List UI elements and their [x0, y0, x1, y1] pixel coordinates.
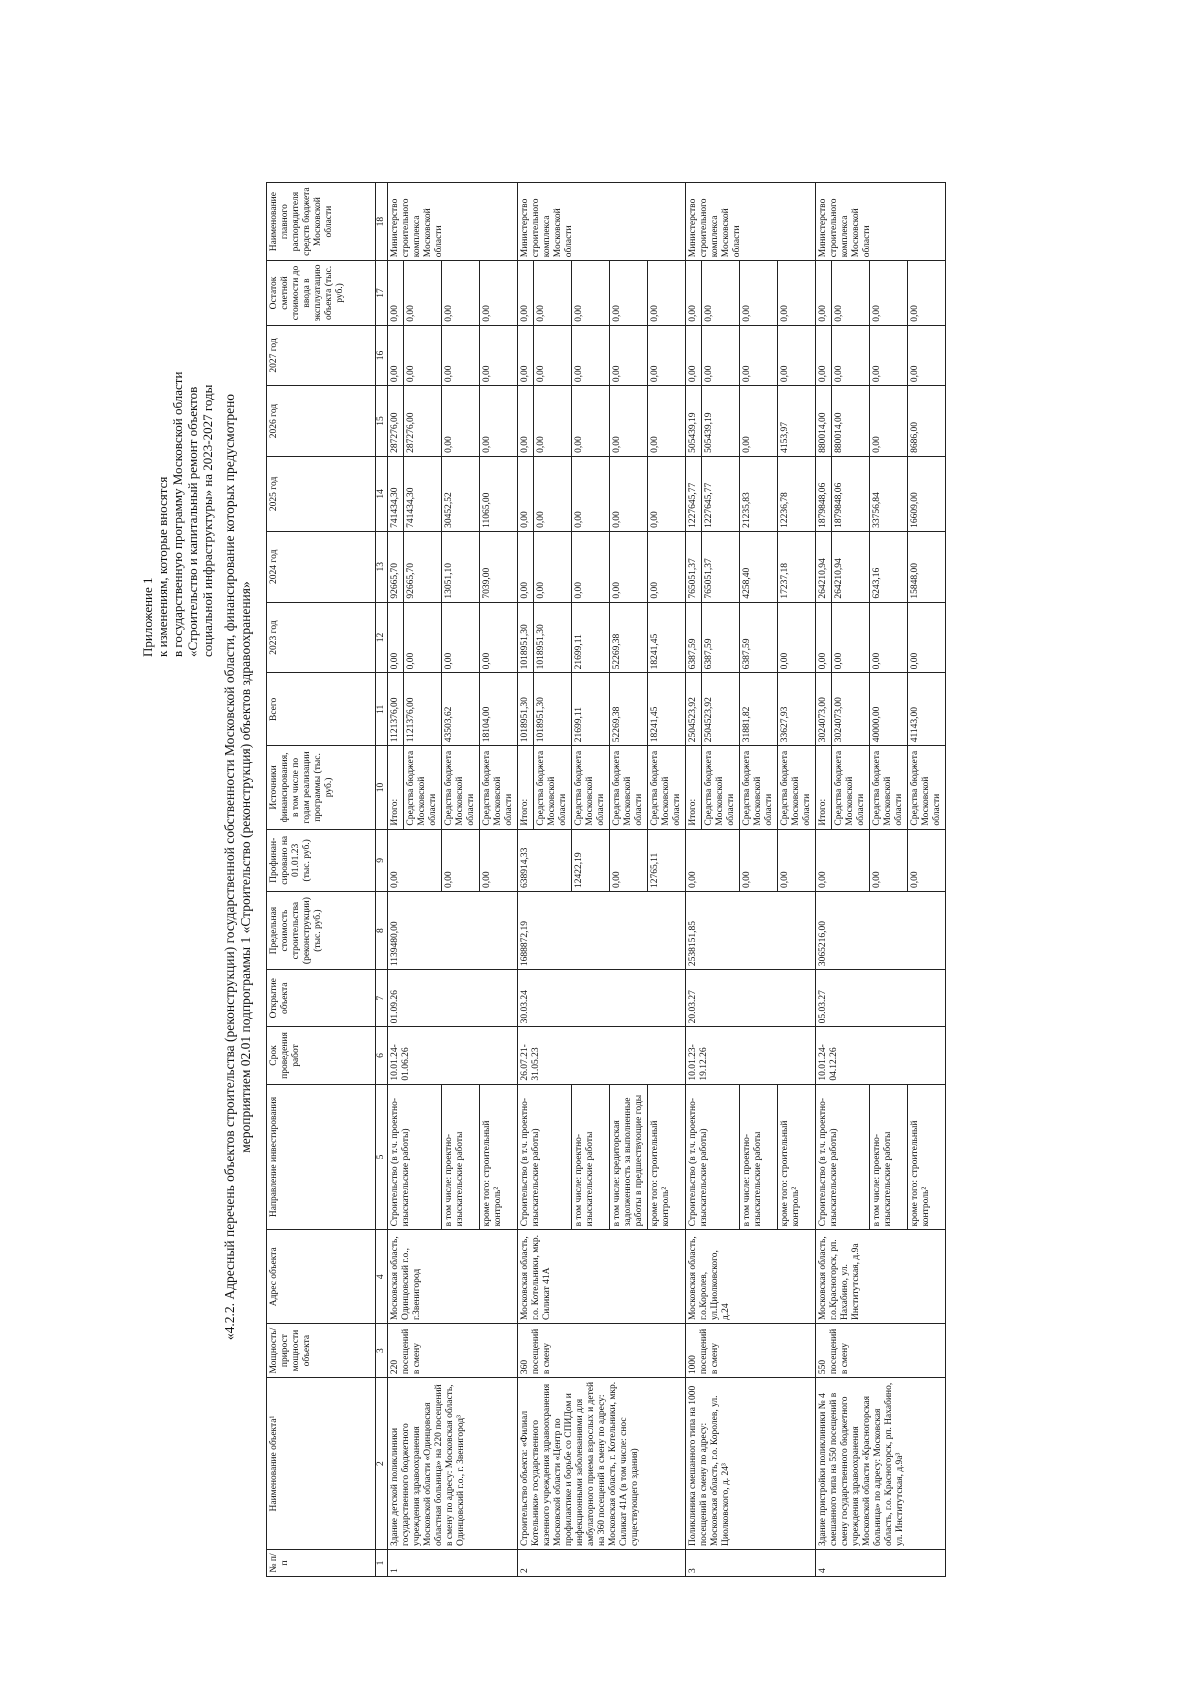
amount-2026: 0,00 — [648, 386, 686, 457]
column-header: Источники финансирования, в том числе по годам реализации программы (тыс. руб.) — [267, 746, 376, 829]
object-opening: 01.09.26 — [388, 970, 518, 1027]
amount-2024: 0,00 — [534, 531, 572, 602]
work-period: 10.01.24- 01.06.26 — [388, 1027, 518, 1084]
amount-2024: 15848,00 — [908, 531, 946, 602]
remaining-cost: 0,00 — [778, 261, 816, 326]
object-name: Поликлиника смешанного типа на 1000 посещений в смену по адресу: Московская область, г.о. Королев, ул. Циолковского, д. 24³ — [686, 1378, 816, 1550]
work-period: 26.07.21- 31.05.23 — [518, 1027, 686, 1084]
object-opening: 05.03.27 — [816, 970, 946, 1027]
investment-direction: Строительство (в т.ч. проектно-изыскательские работы) — [518, 1084, 572, 1230]
funding-source: Средства бюджета Московской области — [648, 746, 686, 829]
object-number: 2 — [518, 1549, 686, 1576]
object-name: Здание детской поликлиники государственного бюджетного учреждения здравоохранения Московской области «Одинцовская областная больница» на 220 посещений в смену по адресу: Московская область, Одинцовский г.о., г. Звенигород³ — [388, 1378, 518, 1550]
amount-2024: 4258,40 — [740, 531, 778, 602]
column-number: 5 — [376, 1084, 388, 1230]
amount-2023: 52269,38 — [610, 602, 648, 673]
column-number: 1 — [376, 1549, 388, 1576]
amount-2024: 765051,37 — [686, 531, 702, 602]
amount-total: 1121376,00 — [404, 673, 442, 746]
funding-source: Средства бюджета Московской области — [480, 746, 518, 829]
amount-2023: 6387,59 — [740, 602, 778, 673]
object-number: 3 — [686, 1549, 816, 1576]
investment-direction: Строительство (в т.ч. проектно-изыскательские работы) — [816, 1084, 870, 1230]
amount-2025: 30452,52 — [442, 456, 480, 531]
column-number: 10 — [376, 746, 388, 829]
remaining-cost: 0,00 — [702, 261, 740, 326]
object-number: 4 — [816, 1549, 946, 1576]
title-line: мероприятием 02.01 подпрограммы 1 «Строительство (реконструкция) объектов здравоохранения» — [238, 581, 253, 1153]
amount-2026: 0,00 — [518, 386, 534, 457]
table-body — [376, 183, 946, 1577]
column-header: 2027 год — [267, 325, 376, 385]
amount-2023: 0,00 — [480, 602, 518, 673]
amount-2025: 12236,78 — [778, 456, 816, 531]
appendix-line: в государственную программу Московской области — [170, 371, 185, 657]
amount-total: 18241,45 — [648, 673, 686, 746]
amount-2027: 0,00 — [778, 325, 816, 385]
amount-2023: 1018951,30 — [518, 602, 534, 673]
column-header: 2025 год — [267, 456, 376, 531]
amount-2027: 0,00 — [480, 325, 518, 385]
appendix-line: социальной инфраструктуры» на 2023-2027 годы — [200, 384, 215, 657]
column-header: Наименование главного распорядителя средств бюджета Московской области — [267, 183, 376, 261]
funding-source: Итого: — [518, 746, 534, 829]
object-opening: 20.03.27 — [686, 970, 816, 1027]
amount-2023: 18241,45 — [648, 602, 686, 673]
column-header: Остаток сметной стоимости до ввода в эксплуатацию объекта (тыс. руб.) — [267, 261, 376, 326]
column-number: 14 — [376, 456, 388, 531]
column-number: 17 — [376, 261, 388, 326]
prefinanced: 0,00 — [388, 829, 442, 891]
amount-2024: 765051,37 — [702, 531, 740, 602]
amount-2026: 287276,00 — [404, 386, 442, 457]
appendix-line: Приложение 1 — [140, 577, 155, 657]
amount-2023: 0,00 — [832, 602, 870, 673]
document-title — [222, 157, 254, 1577]
investment-direction: Строительство (в т.ч. проектно-изыскательские работы) — [686, 1084, 740, 1230]
budget-manager: Министерство строительного комплекса Московской области — [388, 183, 518, 261]
funding-source: Итого: — [816, 746, 832, 829]
amount-2025: 1227645,77 — [702, 456, 740, 531]
amount-total: 2504523,92 — [702, 673, 740, 746]
object-name: Здание пристройки поликлиники № 4 смешанного типа на 550 посещений в смену государственного бюджетного учреждения здравоохранения Московской области «Красногорская больница» по адресу: Московская область, г.о. Красногорск, рп. Нахабино, ул. Институтская, д.9а³ — [816, 1378, 946, 1550]
remaining-cost: 0,00 — [648, 261, 686, 326]
funding-source: Средства бюджета Московской области — [442, 746, 480, 829]
object-number: 1 — [388, 1549, 518, 1576]
title-line: «4.2.2. Адресный перечень объектов строительства (реконструкции) государственной собственности Московской области, финансирование которых предусмотрено — [222, 393, 237, 1341]
column-header: Срок проведения работ — [267, 1027, 376, 1084]
amount-2024: 264210,94 — [816, 531, 832, 602]
amount-total: 41143,00 — [908, 673, 946, 746]
amount-2025: 0,00 — [518, 456, 534, 531]
amount-2027: 0,00 — [610, 325, 648, 385]
amount-2026: 0,00 — [740, 386, 778, 457]
column-header: 2024 год — [267, 531, 376, 602]
amount-2025: 0,00 — [610, 456, 648, 531]
address-list-table — [266, 182, 946, 1577]
column-header: Мощность/ прирост мощности объекта — [267, 1324, 376, 1378]
amount-2027: 0,00 — [908, 325, 946, 385]
column-number: 6 — [376, 1027, 388, 1084]
amount-2026: 880014,00 — [816, 386, 832, 457]
amount-2023: 6387,59 — [702, 602, 740, 673]
appendix-line: «Строительство и капитальный ремонт объектов — [185, 386, 200, 657]
funding-source: Итого: — [686, 746, 702, 829]
limit-cost: 2538151,85 — [686, 892, 816, 970]
amount-2026: 0,00 — [572, 386, 610, 457]
object-address: Московская область, г.о.Красногорск, рп. Нахабино, ул. Институтская, д.9а — [816, 1230, 946, 1324]
column-number: 4 — [376, 1230, 388, 1324]
amount-2027: 0,00 — [648, 325, 686, 385]
object-capacity: 360 посещений в смену — [518, 1324, 686, 1378]
column-header: Предельная стоимость строительства (реконструкции) (тыс. руб.) — [267, 892, 376, 970]
column-number: 3 — [376, 1324, 388, 1378]
amount-2025: 0,00 — [572, 456, 610, 531]
remaining-cost: 0,00 — [518, 261, 534, 326]
amount-2024: 0,00 — [610, 531, 648, 602]
investment-direction: в том числе: проектно-изыскательские работы — [740, 1084, 778, 1230]
funding-source: Средства бюджета Московской области — [832, 746, 870, 829]
column-header: 2026 год — [267, 386, 376, 457]
table-row — [518, 183, 534, 1577]
amount-2027: 0,00 — [518, 325, 534, 385]
amount-2025: 1879848,06 — [832, 456, 870, 531]
amount-2024: 92665,70 — [388, 531, 404, 602]
amount-2025: 1227645,77 — [686, 456, 702, 531]
amount-2023: 6387,59 — [686, 602, 702, 673]
funding-source: Средства бюджета Московской области — [702, 746, 740, 829]
funding-source: Средства бюджета Московской области — [778, 746, 816, 829]
amount-2024: 92665,70 — [404, 531, 442, 602]
table-row — [388, 183, 404, 1577]
column-numbers-row — [376, 183, 388, 1577]
remaining-cost: 0,00 — [816, 261, 832, 326]
amount-2027: 0,00 — [404, 325, 442, 385]
amount-2023: 0,00 — [404, 602, 442, 673]
column-number: 15 — [376, 386, 388, 457]
prefinanced: 0,00 — [740, 829, 778, 891]
remaining-cost: 0,00 — [572, 261, 610, 326]
amount-total: 3024073,00 — [832, 673, 870, 746]
investment-direction: кроме того: строительный контроль² — [778, 1084, 816, 1230]
amount-2026: 0,00 — [610, 386, 648, 457]
appendix-header — [140, 57, 215, 657]
amount-2024: 13051,10 — [442, 531, 480, 602]
prefinanced: 0,00 — [480, 829, 518, 891]
object-opening: 30.03.24 — [518, 970, 686, 1027]
amount-2027: 0,00 — [572, 325, 610, 385]
column-number: 7 — [376, 970, 388, 1027]
amount-2027: 0,00 — [832, 325, 870, 385]
investment-direction: Строительство (в т.ч. проектно-изыскательские работы) — [388, 1084, 442, 1230]
column-number: 16 — [376, 325, 388, 385]
amount-2024: 264210,94 — [832, 531, 870, 602]
amount-2025: 741434,30 — [404, 456, 442, 531]
budget-manager: Министерство строительного комплекса Московской области — [518, 183, 686, 261]
funding-source: Средства бюджета Московской области — [908, 746, 946, 829]
amount-2025: 1879848,06 — [816, 456, 832, 531]
funding-source: Средства бюджета Московской области — [572, 746, 610, 829]
amount-2024: 0,00 — [648, 531, 686, 602]
funding-source: Средства бюджета Московской области — [870, 746, 908, 829]
column-header: № п/п — [267, 1549, 376, 1576]
amount-2027: 0,00 — [740, 325, 778, 385]
amount-2027: 0,00 — [686, 325, 702, 385]
funding-source: Средства бюджета Московской области — [404, 746, 442, 829]
amount-total: 33627,93 — [778, 673, 816, 746]
column-header: Профинан-сировано на 01.01.23 (тыс. руб.) — [267, 829, 376, 891]
amount-2023: 0,00 — [816, 602, 832, 673]
object-address: Московская область, Одинцовский г.о., г.Звенигород — [388, 1230, 518, 1324]
prefinanced: 0,00 — [686, 829, 740, 891]
amount-2024: 0,00 — [572, 531, 610, 602]
object-capacity: 1000 посещений в смену — [686, 1324, 816, 1378]
remaining-cost: 0,00 — [686, 261, 702, 326]
table-row — [686, 183, 702, 1577]
amount-total: 1018951,30 — [534, 673, 572, 746]
remaining-cost: 0,00 — [740, 261, 778, 326]
remaining-cost: 0,00 — [610, 261, 648, 326]
amount-2024: 7039,00 — [480, 531, 518, 602]
investment-direction: кроме того: строительный контроль² — [908, 1084, 946, 1230]
amount-2024: 0,00 — [518, 531, 534, 602]
column-number: 8 — [376, 892, 388, 970]
amount-2023: 0,00 — [870, 602, 908, 673]
column-header: Наименование объекта¹ — [267, 1378, 376, 1550]
amount-2024: 17237,18 — [778, 531, 816, 602]
amount-total: 18104,00 — [480, 673, 518, 746]
object-address: Московская область, г.о.Королев, ул.Циолковского, д.24 — [686, 1230, 816, 1324]
amount-2027: 0,00 — [702, 325, 740, 385]
column-number: 9 — [376, 829, 388, 891]
column-number: 2 — [376, 1378, 388, 1550]
amount-2026: 0,00 — [480, 386, 518, 457]
column-header: Направление инвестирования — [267, 1084, 376, 1230]
amount-2025: 0,00 — [648, 456, 686, 531]
amount-2027: 0,00 — [870, 325, 908, 385]
funding-source: Средства бюджета Московской области — [534, 746, 572, 829]
column-number: 18 — [376, 183, 388, 261]
amount-2026: 4153,97 — [778, 386, 816, 457]
amount-total: 2504523,92 — [686, 673, 702, 746]
amount-2026: 505439,19 — [686, 386, 702, 457]
funding-source: Средства бюджета Московской области — [610, 746, 648, 829]
investment-direction: кроме того: строительный контроль² — [480, 1084, 518, 1230]
remaining-cost: 0,00 — [388, 261, 404, 326]
amount-2026: 505439,19 — [702, 386, 740, 457]
amount-2025: 11065,00 — [480, 456, 518, 531]
prefinanced: 0,00 — [778, 829, 816, 891]
prefinanced: 638914,33 — [518, 829, 572, 891]
funding-source: Средства бюджета Московской области — [740, 746, 778, 829]
amount-total: 3024073,00 — [816, 673, 832, 746]
limit-cost: 1688872,19 — [518, 892, 686, 970]
appendix-line: к изменениям, которые вносятся — [155, 476, 170, 657]
column-header: Адрес объекта — [267, 1230, 376, 1324]
column-number: 13 — [376, 531, 388, 602]
prefinanced: 0,00 — [442, 829, 480, 891]
amount-2026: 880014,00 — [832, 386, 870, 457]
prefinanced: 0,00 — [870, 829, 908, 891]
remaining-cost: 0,00 — [908, 261, 946, 326]
column-header: Всего — [267, 673, 376, 746]
amount-2026: 0,00 — [442, 386, 480, 457]
object-address: Московская область, г.о. Котельники, мкр. Силикат 41А — [518, 1230, 686, 1324]
remaining-cost: 0,00 — [442, 261, 480, 326]
object-capacity: 220 посещений в смену — [388, 1324, 518, 1378]
amount-2026: 0,00 — [870, 386, 908, 457]
amount-2024: 6243,16 — [870, 531, 908, 602]
object-name: Строительство объекта: «Филиал Котельники» государственного казенного учреждения здравоохранения Московской области «Центр по профилактике и борьбе со СПИДом и инфекционными заболеваниями для амбулаторного приема взрослых и детей на 360 посещений в смену по адресу: Московская область, г. Котельники, мкр. Силикат 41А (в том числе: снос существующего здания) — [518, 1378, 686, 1550]
amount-total: 31881,82 — [740, 673, 778, 746]
amount-total: 43503,62 — [442, 673, 480, 746]
investment-direction: в том числе: кредиторская задолженность за выполненные работы в предшествующие годы — [610, 1084, 648, 1230]
amount-2025: 33756,84 — [870, 456, 908, 531]
amount-2027: 0,00 — [816, 325, 832, 385]
remaining-cost: 0,00 — [480, 261, 518, 326]
prefinanced: 0,00 — [908, 829, 946, 891]
amount-2026: 0,00 — [534, 386, 572, 457]
budget-manager: Министерство строительного комплекса Московской области — [686, 183, 816, 261]
amount-2023: 0,00 — [388, 602, 404, 673]
prefinanced: 0,00 — [610, 829, 648, 891]
funding-source: Итого: — [388, 746, 404, 829]
work-period: 10.01.23- 19.12.26 — [686, 1027, 816, 1084]
remaining-cost: 0,00 — [404, 261, 442, 326]
amount-2026: 287276,00 — [388, 386, 404, 457]
budget-manager: Министерство строительного комплекса Московской области — [816, 183, 946, 261]
investment-direction: в том числе: проектно-изыскательские работы — [572, 1084, 610, 1230]
amount-total: 1018951,30 — [518, 673, 534, 746]
investment-direction: кроме того: строительный контроль² — [648, 1084, 686, 1230]
amount-2023: 0,00 — [908, 602, 946, 673]
amount-2025: 21235,83 — [740, 456, 778, 531]
amount-total: 1121376,00 — [388, 673, 404, 746]
remaining-cost: 0,00 — [870, 261, 908, 326]
limit-cost: 1139480,00 — [388, 892, 518, 970]
investment-direction: в том числе: проектно-изыскательские работы — [870, 1084, 908, 1230]
amount-2026: 8686,00 — [908, 386, 946, 457]
amount-2025: 0,00 — [534, 456, 572, 531]
object-capacity: 550 посещений в смену — [816, 1324, 946, 1378]
amount-2027: 0,00 — [442, 325, 480, 385]
column-number: 11 — [376, 673, 388, 746]
amount-total: 40000,00 — [870, 673, 908, 746]
amount-2027: 0,00 — [388, 325, 404, 385]
prefinanced: 12765,11 — [648, 829, 686, 891]
amount-2025: 741434,30 — [388, 456, 404, 531]
prefinanced: 12422,19 — [572, 829, 610, 891]
column-header: Открытие объекта — [267, 970, 376, 1027]
amount-total: 21699,11 — [572, 673, 610, 746]
column-number: 12 — [376, 602, 388, 673]
amount-2023: 21699,11 — [572, 602, 610, 673]
prefinanced: 0,00 — [816, 829, 870, 891]
limit-cost: 3065216,00 — [816, 892, 946, 970]
investment-direction: в том числе: проектно-изыскательские работы — [442, 1084, 480, 1230]
amount-2025: 16609,00 — [908, 456, 946, 531]
amount-total: 52269,38 — [610, 673, 648, 746]
amount-2027: 0,00 — [534, 325, 572, 385]
column-header: 2023 год — [267, 602, 376, 673]
table-row — [816, 183, 832, 1577]
work-period: 10.01.24- 04.12.26 — [816, 1027, 946, 1084]
amount-2023: 0,00 — [778, 602, 816, 673]
amount-2023: 0,00 — [442, 602, 480, 673]
table-header-row — [267, 183, 376, 1577]
remaining-cost: 0,00 — [832, 261, 870, 326]
remaining-cost: 0,00 — [534, 261, 572, 326]
amount-2023: 1018951,30 — [534, 602, 572, 673]
